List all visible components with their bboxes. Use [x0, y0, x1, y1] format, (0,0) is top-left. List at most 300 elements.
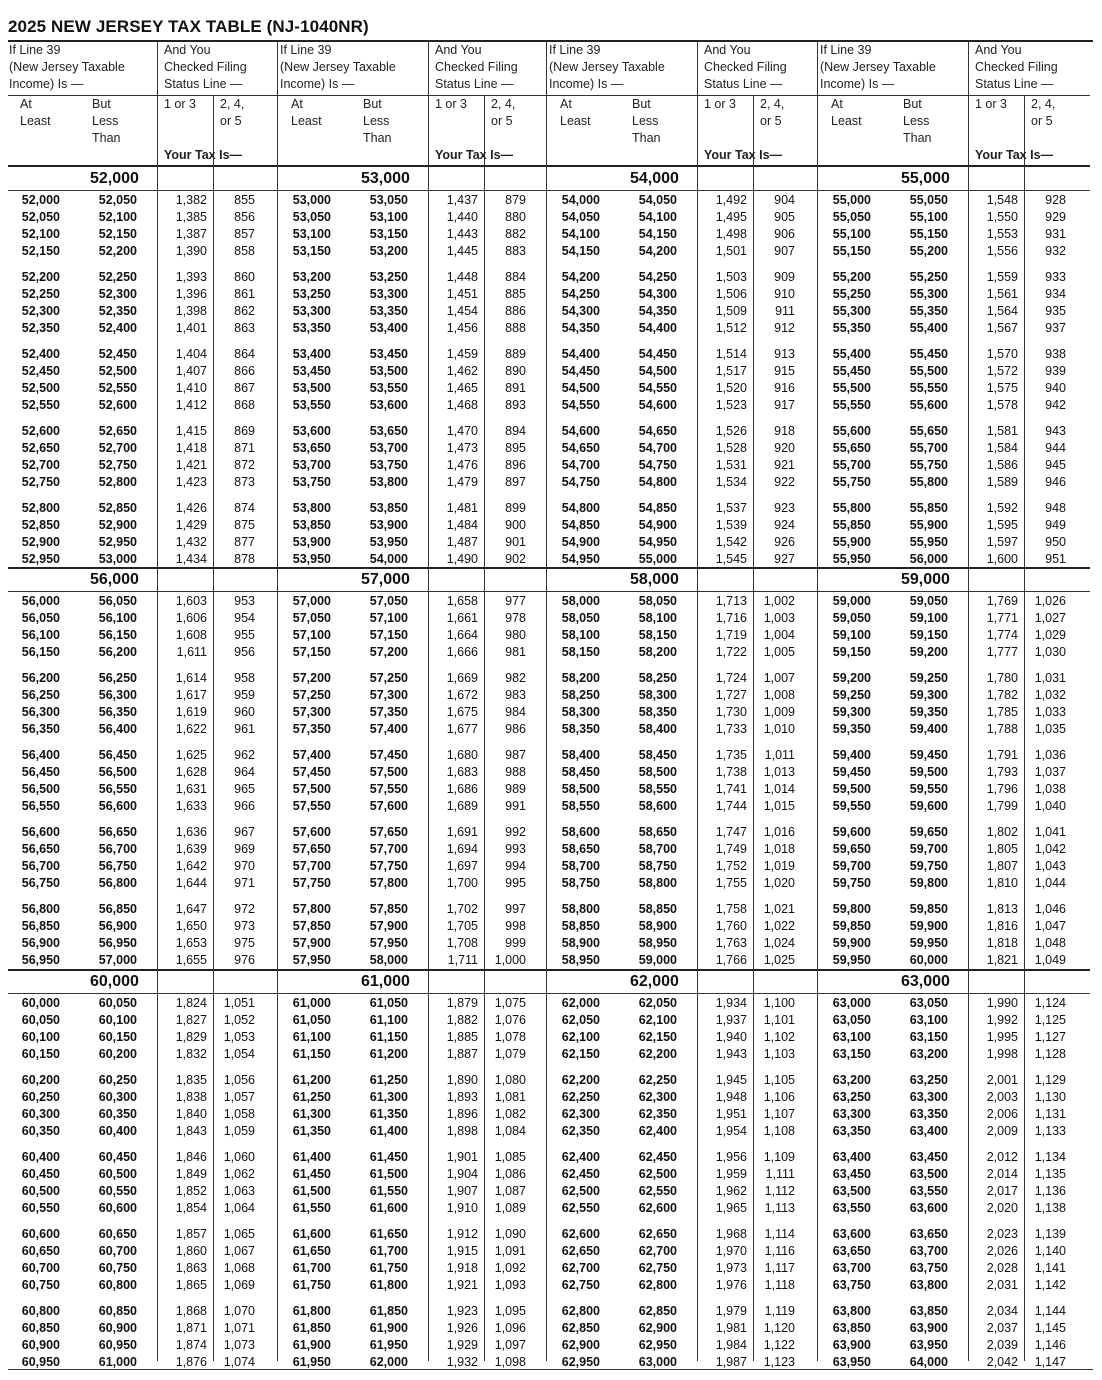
- cell-tax-status-1-3: 1,694: [446, 842, 478, 856]
- cell-tax-status-2-4-5: 931: [1045, 227, 1066, 241]
- cell-less-than: 54,750: [638, 458, 677, 472]
- table-row: [819, 764, 1090, 781]
- cell-less-than: 58,350: [638, 705, 677, 719]
- table-row: [548, 1243, 819, 1260]
- cell-at-least: 56,450: [21, 765, 60, 779]
- table-row: [279, 918, 550, 935]
- table-row: [279, 380, 550, 397]
- cell-tax-status-1-3: 1,459: [446, 347, 478, 361]
- cell-tax-status-2-4-5: 926: [774, 535, 795, 549]
- cell-at-least: 56,350: [21, 722, 60, 736]
- header-status-1-or-3: 1 or 3: [975, 97, 1007, 111]
- header-your-tax-is: Your Tax Is—: [164, 148, 243, 162]
- cell-tax-status-1-3: 1,628: [175, 765, 207, 779]
- strip-divider: [817, 42, 818, 1361]
- band-rule: [819, 591, 1090, 592]
- cell-less-than: 58,450: [638, 748, 677, 762]
- cell-at-least: 58,850: [561, 919, 600, 933]
- cell-tax-status-2-4-5: 884: [505, 270, 526, 284]
- cell-at-least: 53,200: [292, 270, 331, 284]
- table-row: [279, 192, 550, 209]
- cell-tax-status-1-3: 1,940: [715, 1030, 747, 1044]
- cell-tax-status-1-3: 1,481: [446, 501, 478, 515]
- table-row: [279, 474, 550, 491]
- cell-at-least: 53,250: [292, 287, 331, 301]
- cell-tax-status-2-4-5: 1,004: [763, 628, 795, 642]
- income-band-label: 52,000: [90, 170, 139, 187]
- cell-tax-status-1-3: 1,777: [986, 645, 1018, 659]
- cell-less-than: 61,650: [369, 1227, 408, 1241]
- cell-at-least: 62,100: [561, 1030, 600, 1044]
- cell-less-than: 53,900: [369, 518, 408, 532]
- cell-at-least: 62,850: [561, 1321, 600, 1335]
- cell-less-than: 63,350: [909, 1107, 948, 1121]
- cell-tax-status-1-3: 1,490: [446, 552, 478, 566]
- cell-at-least: 55,600: [832, 424, 871, 438]
- cell-tax-status-1-3: 1,835: [175, 1073, 207, 1087]
- cell-less-than: 59,700: [909, 842, 948, 856]
- cell-less-than: 59,200: [909, 645, 948, 659]
- table-row: [548, 687, 819, 704]
- cell-tax-status-2-4-5: 1,011: [764, 748, 795, 762]
- cell-tax-status-1-3: 1,934: [715, 996, 747, 1010]
- cell-tax-status-1-3: 2,017: [986, 1184, 1018, 1198]
- cell-tax-status-2-4-5: 1,084: [494, 1124, 526, 1138]
- cell-less-than: 53,550: [369, 381, 408, 395]
- cell-tax-status-2-4-5: 855: [234, 193, 255, 207]
- cell-less-than: 54,000: [369, 552, 408, 566]
- cell-at-least: 56,250: [21, 688, 60, 702]
- cell-at-least: 53,400: [292, 347, 331, 361]
- cell-less-than: 57,450: [369, 748, 408, 762]
- cell-at-least: 60,850: [21, 1321, 60, 1335]
- cell-less-than: 57,900: [369, 919, 408, 933]
- cell-less-than: 52,350: [98, 304, 137, 318]
- cell-tax-status-1-3: 1,492: [715, 193, 747, 207]
- cell-tax-status-2-4-5: 1,080: [494, 1073, 526, 1087]
- cell-tax-status-2-4-5: 929: [1045, 210, 1066, 224]
- cell-less-than: 63,200: [909, 1047, 948, 1061]
- cell-tax-status-2-4-5: 933: [1045, 270, 1066, 284]
- cell-less-than: 60,200: [98, 1047, 137, 1061]
- cell-less-than: 56,100: [98, 611, 137, 625]
- cell-at-least: 52,200: [21, 270, 60, 284]
- cell-less-than: 58,250: [638, 671, 677, 685]
- cell-at-least: 59,900: [832, 936, 871, 950]
- cell-tax-status-1-3: 1,401: [175, 321, 207, 335]
- cell-tax-status-2-4-5: 879: [505, 193, 526, 207]
- cell-at-least: 53,750: [292, 475, 331, 489]
- cell-tax-status-1-3: 1,799: [986, 799, 1018, 813]
- cell-less-than: 56,050: [98, 594, 137, 608]
- cell-less-than: 62,600: [638, 1201, 677, 1215]
- cell-less-than: 62,550: [638, 1184, 677, 1198]
- table-row: [819, 610, 1090, 627]
- cell-tax-status-1-3: 1,771: [986, 611, 1018, 625]
- cell-at-least: 55,900: [832, 535, 871, 549]
- cell-tax-status-1-3: 1,755: [715, 876, 747, 890]
- cell-less-than: 62,300: [638, 1090, 677, 1104]
- cell-tax-status-1-3: 1,769: [986, 594, 1018, 608]
- cell-less-than: 60,350: [98, 1107, 137, 1121]
- cell-tax-status-1-3: 1,672: [446, 688, 478, 702]
- cell-less-than: 56,950: [98, 936, 137, 950]
- table-row: [8, 901, 279, 918]
- cell-at-least: 53,050: [292, 210, 331, 224]
- cell-tax-status-1-3: 1,531: [715, 458, 747, 472]
- cell-tax-status-2-4-5: 861: [234, 287, 255, 301]
- cell-at-least: 55,400: [832, 347, 871, 361]
- cell-less-than: 55,050: [909, 193, 948, 207]
- cell-tax-status-2-4-5: 1,081: [494, 1090, 526, 1104]
- cell-at-least: 57,450: [292, 765, 331, 779]
- table-row: [819, 1183, 1090, 1200]
- cell-tax-status-2-4-5: 1,102: [763, 1030, 795, 1044]
- table-row: [8, 995, 279, 1012]
- table-row: [8, 627, 279, 644]
- cell-less-than: 54,350: [638, 304, 677, 318]
- table-row: [548, 346, 819, 363]
- cell-tax-status-1-3: 1,796: [986, 782, 1018, 796]
- table-row: [819, 858, 1090, 875]
- cell-at-least: 57,700: [292, 859, 331, 873]
- cell-less-than: 60,900: [98, 1321, 137, 1335]
- cell-less-than: 57,850: [369, 902, 408, 916]
- cell-tax-status-1-3: 1,686: [446, 782, 478, 796]
- cell-tax-status-1-3: 1,813: [986, 902, 1018, 916]
- cell-tax-status-1-3: 1,865: [175, 1278, 207, 1292]
- cell-at-least: 56,400: [21, 748, 60, 762]
- cell-tax-status-2-4-5: 1,097: [494, 1338, 526, 1352]
- table-row: [8, 644, 279, 661]
- cell-tax-status-2-4-5: 1,037: [1034, 765, 1066, 779]
- cell-less-than: 55,150: [909, 227, 948, 241]
- cell-at-least: 57,300: [292, 705, 331, 719]
- cell-tax-status-1-3: 1,445: [446, 244, 478, 258]
- cell-less-than: 64,000: [909, 1355, 948, 1369]
- table-row: [548, 243, 819, 260]
- cell-tax-status-2-4-5: 1,036: [1034, 748, 1066, 762]
- cell-tax-status-1-3: 1,843: [175, 1124, 207, 1138]
- cell-tax-status-1-3: 1,669: [446, 671, 478, 685]
- cell-at-least: 54,550: [561, 398, 600, 412]
- income-band-label: 57,000: [361, 571, 410, 588]
- cell-tax-status-2-4-5: 964: [234, 765, 255, 779]
- cell-tax-status-1-3: 1,642: [175, 859, 207, 873]
- cell-tax-status-2-4-5: 1,007: [763, 671, 795, 685]
- band-rule: [819, 993, 1090, 994]
- cell-less-than: 56,350: [98, 705, 137, 719]
- cell-at-least: 52,850: [21, 518, 60, 532]
- cell-tax-status-1-3: 1,608: [175, 628, 207, 642]
- table-row: [819, 474, 1090, 491]
- cell-tax-status-2-4-5: 1,053: [223, 1030, 255, 1044]
- cell-at-least: 52,750: [21, 475, 60, 489]
- table-row: [548, 363, 819, 380]
- cell-at-least: 58,200: [561, 671, 600, 685]
- cell-less-than: 59,500: [909, 765, 948, 779]
- table-row: [819, 534, 1090, 551]
- cell-less-than: 60,550: [98, 1184, 137, 1198]
- cell-less-than: 60,300: [98, 1090, 137, 1104]
- cell-less-than: 56,750: [98, 859, 137, 873]
- cell-tax-status-2-4-5: 923: [774, 501, 795, 515]
- cell-tax-status-1-3: 1,827: [175, 1013, 207, 1027]
- table-row: [548, 457, 819, 474]
- cell-tax-status-2-4-5: 966: [234, 799, 255, 813]
- cell-less-than: 55,550: [909, 381, 948, 395]
- table-row: [819, 303, 1090, 320]
- cell-at-least: 56,950: [21, 953, 60, 967]
- cell-tax-status-1-3: 1,398: [175, 304, 207, 318]
- cell-at-least: 58,350: [561, 722, 600, 736]
- cell-tax-status-1-3: 1,683: [446, 765, 478, 779]
- cell-tax-status-1-3: 1,981: [715, 1321, 747, 1335]
- cell-tax-status-1-3: 1,890: [446, 1073, 478, 1087]
- cell-tax-status-2-4-5: 909: [774, 270, 795, 284]
- cell-tax-status-1-3: 1,597: [986, 535, 1018, 549]
- cell-tax-status-2-4-5: 1,124: [1034, 996, 1066, 1010]
- cell-tax-status-1-3: 1,636: [175, 825, 207, 839]
- cell-at-least: 60,300: [21, 1107, 60, 1121]
- table-row: [819, 286, 1090, 303]
- cell-tax-status-2-4-5: 1,014: [763, 782, 795, 796]
- cell-tax-status-1-3: 2,034: [986, 1304, 1018, 1318]
- table-row: [819, 1260, 1090, 1277]
- cell-at-least: 62,000: [561, 996, 600, 1010]
- cell-at-least: 62,150: [561, 1047, 600, 1061]
- cell-tax-status-2-4-5: 980: [505, 628, 526, 642]
- cell-tax-status-1-3: 1,788: [986, 722, 1018, 736]
- cell-less-than: 58,000: [369, 953, 408, 967]
- cell-tax-status-1-3: 1,595: [986, 518, 1018, 532]
- cell-tax-status-1-3: 1,896: [446, 1107, 478, 1121]
- cell-less-than: 62,750: [638, 1261, 677, 1275]
- table-row: [819, 875, 1090, 892]
- cell-less-than: 56,600: [98, 799, 137, 813]
- cell-tax-status-2-4-5: 1,076: [494, 1013, 526, 1027]
- table-row: [819, 1072, 1090, 1089]
- cell-less-than: 55,700: [909, 441, 948, 455]
- table-row: [8, 1337, 279, 1354]
- cell-less-than: 57,550: [369, 782, 408, 796]
- table-row: [819, 1337, 1090, 1354]
- cell-tax-status-2-4-5: 1,119: [764, 1304, 795, 1318]
- table-row: [819, 380, 1090, 397]
- table-row: [8, 243, 279, 260]
- cell-at-least: 61,000: [292, 996, 331, 1010]
- table-row: [279, 1123, 550, 1140]
- cell-at-least: 62,900: [561, 1338, 600, 1352]
- cell-tax-status-2-4-5: 1,079: [494, 1047, 526, 1061]
- cell-less-than: 52,800: [98, 475, 137, 489]
- cell-tax-status-1-3: 1,689: [446, 799, 478, 813]
- cell-tax-status-2-4-5: 959: [234, 688, 255, 702]
- cell-at-least: 61,550: [292, 1201, 331, 1215]
- cell-tax-status-1-3: 1,526: [715, 424, 747, 438]
- cell-less-than: 52,700: [98, 441, 137, 455]
- cell-less-than: 59,300: [909, 688, 948, 702]
- table-row: [279, 824, 550, 841]
- cell-less-than: 58,050: [638, 594, 677, 608]
- cell-tax-status-2-4-5: 1,087: [494, 1184, 526, 1198]
- cell-tax-status-1-3: 1,451: [446, 287, 478, 301]
- cell-tax-status-1-3: 1,956: [715, 1150, 747, 1164]
- cell-less-than: 61,050: [369, 996, 408, 1010]
- bottom-rule: [8, 1369, 1093, 1370]
- cell-tax-status-1-3: 1,697: [446, 859, 478, 873]
- table-row: [548, 1320, 819, 1337]
- table-row: [548, 1072, 819, 1089]
- cell-tax-status-1-3: 1,666: [446, 645, 478, 659]
- cell-tax-status-2-4-5: 1,113: [764, 1201, 795, 1215]
- header-status-1-or-3: 1 or 3: [704, 97, 736, 111]
- cell-tax-status-1-3: 2,020: [986, 1201, 1018, 1215]
- cell-tax-status-1-3: 1,437: [446, 193, 478, 207]
- cell-tax-status-2-4-5: 1,068: [223, 1261, 255, 1275]
- cell-at-least: 56,550: [21, 799, 60, 813]
- cell-at-least: 62,700: [561, 1261, 600, 1275]
- cell-tax-status-1-3: 1,882: [446, 1013, 478, 1027]
- table-row: [548, 320, 819, 337]
- cell-tax-status-2-4-5: 1,085: [494, 1150, 526, 1164]
- cell-at-least: 61,900: [292, 1338, 331, 1352]
- cell-tax-status-2-4-5: 961: [234, 722, 255, 736]
- cell-less-than: 52,400: [98, 321, 137, 335]
- table-row: [279, 1072, 550, 1089]
- cell-tax-status-2-4-5: 1,016: [763, 825, 795, 839]
- cell-tax-status-1-3: 1,824: [175, 996, 207, 1010]
- income-band-label: 63,000: [901, 973, 950, 990]
- cell-tax-status-1-3: 1,727: [715, 688, 747, 702]
- cell-tax-status-1-3: 2,039: [986, 1338, 1018, 1352]
- cell-tax-status-2-4-5: 986: [505, 722, 526, 736]
- cell-at-least: 54,600: [561, 424, 600, 438]
- cell-at-least: 57,150: [292, 645, 331, 659]
- cell-tax-status-2-4-5: 1,147: [1034, 1355, 1066, 1369]
- cell-less-than: 58,700: [638, 842, 677, 856]
- cell-tax-status-2-4-5: 1,029: [1034, 628, 1066, 642]
- cell-at-least: 52,250: [21, 287, 60, 301]
- cell-at-least: 57,650: [292, 842, 331, 856]
- cell-less-than: 62,100: [638, 1013, 677, 1027]
- table-row: [279, 875, 550, 892]
- cell-at-least: 52,000: [21, 193, 60, 207]
- cell-less-than: 56,850: [98, 902, 137, 916]
- cell-tax-status-1-3: 1,528: [715, 441, 747, 455]
- cell-less-than: 58,600: [638, 799, 677, 813]
- band-rule: [279, 993, 550, 994]
- cell-less-than: 59,650: [909, 825, 948, 839]
- cell-less-than: 56,200: [98, 645, 137, 659]
- cell-tax-status-1-3: 1,440: [446, 210, 478, 224]
- header-income: If Line 39 (New Jersey Taxable Income) Is —: [280, 43, 396, 91]
- cell-less-than: 63,900: [909, 1321, 948, 1335]
- table-row: [819, 935, 1090, 952]
- table-row: [548, 1149, 819, 1166]
- cell-tax-status-1-3: 1,501: [715, 244, 747, 258]
- cell-tax-status-2-4-5: 1,135: [1034, 1167, 1066, 1181]
- cell-tax-status-2-4-5: 873: [234, 475, 255, 489]
- cell-tax-status-1-3: 1,818: [986, 936, 1018, 950]
- cell-tax-status-2-4-5: 885: [505, 287, 526, 301]
- band-rule: [8, 993, 279, 994]
- cell-tax-status-1-3: 1,998: [986, 1047, 1018, 1061]
- cell-tax-status-2-4-5: 1,005: [763, 645, 795, 659]
- cell-tax-status-2-4-5: 858: [234, 244, 255, 258]
- cell-tax-status-1-3: 1,992: [986, 1013, 1018, 1027]
- table-row: [819, 1243, 1090, 1260]
- cell-at-least: 59,750: [832, 876, 871, 890]
- table-row: [8, 781, 279, 798]
- table-row: [548, 551, 819, 568]
- cell-at-least: 54,100: [561, 227, 600, 241]
- cell-at-least: 62,650: [561, 1244, 600, 1258]
- cell-less-than: 59,400: [909, 722, 948, 736]
- cell-at-least: 56,700: [21, 859, 60, 873]
- cell-tax-status-2-4-5: 1,035: [1034, 722, 1066, 736]
- cell-less-than: 55,650: [909, 424, 948, 438]
- cell-less-than: 61,200: [369, 1047, 408, 1061]
- cell-tax-status-1-3: 1,766: [715, 953, 747, 967]
- cell-tax-status-2-4-5: 1,025: [763, 953, 795, 967]
- cell-less-than: 55,300: [909, 287, 948, 301]
- cell-at-least: 57,250: [292, 688, 331, 702]
- cell-tax-status-2-4-5: 940: [1045, 381, 1066, 395]
- table-row: [8, 593, 279, 610]
- cell-less-than: 57,200: [369, 645, 408, 659]
- cell-at-least: 60,350: [21, 1124, 60, 1138]
- cell-tax-status-1-3: 1,548: [986, 193, 1018, 207]
- cell-less-than: 52,250: [98, 270, 137, 284]
- cell-less-than: 61,500: [369, 1167, 408, 1181]
- cell-at-least: 60,900: [21, 1338, 60, 1352]
- band-rule: [8, 165, 279, 167]
- table-row: [819, 346, 1090, 363]
- header-but-less-than: But Less Than: [632, 97, 661, 145]
- table-row: [8, 440, 279, 457]
- cell-tax-status-2-4-5: 928: [1045, 193, 1066, 207]
- cell-at-least: 52,450: [21, 364, 60, 378]
- table-row: [8, 1123, 279, 1140]
- table-row: [819, 687, 1090, 704]
- table-strip: [279, 0, 550, 1370]
- income-band-label: 62,000: [630, 973, 679, 990]
- cell-less-than: 53,250: [369, 270, 408, 284]
- cell-at-least: 58,500: [561, 782, 600, 796]
- cell-tax-status-1-3: 1,904: [446, 1167, 478, 1181]
- table-row: [819, 1029, 1090, 1046]
- table-row: [548, 286, 819, 303]
- cell-tax-status-2-4-5: 1,122: [763, 1338, 795, 1352]
- cell-at-least: 59,300: [832, 705, 871, 719]
- cell-tax-status-1-3: 1,661: [446, 611, 478, 625]
- table-row: [279, 1183, 550, 1200]
- table-row: [548, 440, 819, 457]
- cell-tax-status-1-3: 1,702: [446, 902, 478, 916]
- cell-less-than: 52,300: [98, 287, 137, 301]
- cell-less-than: 58,550: [638, 782, 677, 796]
- table-row: [279, 423, 550, 440]
- cell-tax-status-2-4-5: 888: [505, 321, 526, 335]
- cell-less-than: 62,000: [369, 1355, 408, 1369]
- cell-at-least: 60,450: [21, 1167, 60, 1181]
- cell-less-than: 61,850: [369, 1304, 408, 1318]
- cell-at-least: 56,850: [21, 919, 60, 933]
- cell-less-than: 59,850: [909, 902, 948, 916]
- cell-tax-status-1-3: 1,948: [715, 1090, 747, 1104]
- table-row: [279, 995, 550, 1012]
